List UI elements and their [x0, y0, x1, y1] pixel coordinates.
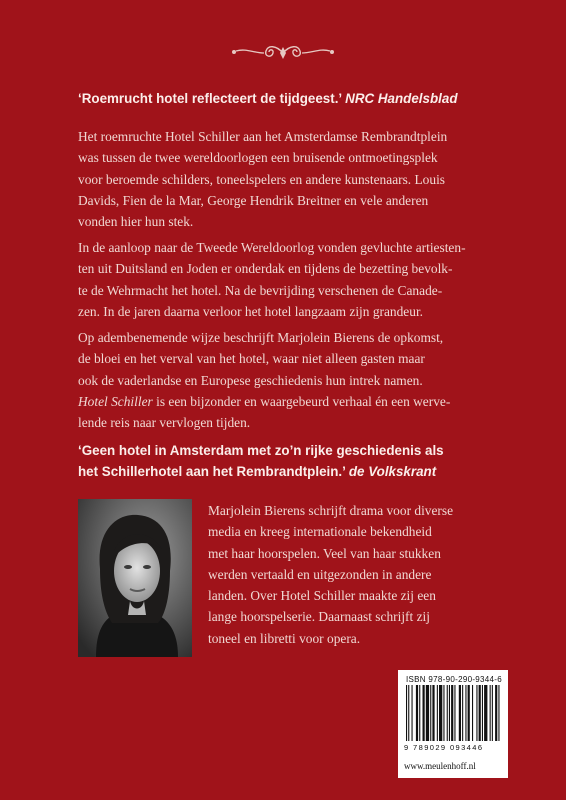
barcode-stripe — [412, 685, 413, 741]
quote-line: ‘Geen hotel in Amsterdam met zo’n rijke geschiedenis als — [78, 443, 444, 458]
barcode-stripe — [447, 685, 448, 741]
review-quote-volkskrant — [78, 440, 444, 482]
text-line: Marjolein Bierens schrijft drama voor diverse — [208, 503, 454, 518]
text-line: lange hoorspelserie. Daarnaast schrijft zij — [208, 609, 430, 625]
text-line: media en kreeg internationale bekendheid — [208, 524, 432, 540]
barcode-stripe — [495, 685, 497, 741]
barcode-stripe — [490, 685, 491, 741]
book-title: Hotel Schiller — [78, 393, 153, 409]
ean-number: 9 789029 093446 — [404, 743, 484, 752]
barcode-bars — [404, 685, 502, 743]
quote-text: ‘Roemrucht hotel reflecteert de tijdgeest.’ — [78, 91, 342, 106]
summary-paragraph — [78, 327, 508, 433]
barcode-stripe — [459, 685, 461, 741]
barcode-stripe — [484, 685, 487, 741]
text-line: landen. Over Hotel Schiller maakte zij een — [208, 588, 436, 604]
text-line: vonden hier hun stek. — [78, 214, 194, 230]
text-line: ten uit Duitsland en Joden er onderdak en tijdens de bezetting bevolk- — [78, 261, 453, 277]
text-line: de bloei en het verval van het hotel, waar niet alleen gasten maar — [78, 351, 425, 367]
barcode-stripe — [476, 685, 477, 741]
text-line: te de Wehrmacht het hotel. Na de bevrijding verschenen de Canade- — [78, 282, 443, 298]
text-line: toneel en libretti voor opera. — [208, 630, 361, 646]
barcode-stripe — [430, 685, 431, 741]
barcode-stripe — [498, 685, 499, 741]
author-bio — [208, 500, 453, 649]
intro-paragraph — [78, 126, 508, 232]
barcode-stripe — [451, 685, 453, 741]
text-line: met haar hoorspelen. Veel van haar stukken — [208, 545, 441, 561]
text-line: zen. In de jaren daarna verloor het hotel langzaam zijn grandeur. — [78, 303, 424, 319]
text-line: ook de vaderlandse en Europese geschiedenis hun intrek namen. — [78, 372, 423, 388]
text-line: werden vertaald en uitgezonden in andere — [208, 566, 432, 582]
text-line: Davids, Fien de la Mar, George Hendrik Breitner en vele anderen — [78, 192, 429, 208]
barcode-stripe — [419, 685, 420, 741]
text-line: In de aanloop naar de Tweede Wereldoorlog vonden gevluchte artiesten- — [78, 240, 466, 255]
barcode-stripe — [449, 685, 450, 741]
barcode-stripe — [472, 685, 473, 741]
barcode-stripe — [468, 685, 470, 741]
isbn-number: ISBN 978-90-290-9344-6 — [406, 675, 502, 684]
isbn-barcode — [398, 670, 508, 778]
barcode-stripe — [408, 685, 409, 741]
barcode-stripe — [479, 685, 481, 741]
text-line: was tussen de twee wereldoorlogen een bruisende ontmoetingsplek — [78, 150, 438, 166]
barcode-stripe — [454, 685, 455, 741]
barcode-stripe — [462, 685, 463, 741]
scroll-ornament-icon — [228, 42, 338, 64]
barcode-stripe — [426, 685, 429, 741]
barcode-stripe — [443, 685, 444, 741]
history-paragraph — [78, 237, 508, 322]
text-line — [78, 391, 508, 412]
barcode-stripe — [437, 685, 438, 741]
barcode-stripe — [416, 685, 418, 741]
text-line: Op adembenemende wijze beschrijft Marjolein Bierens de opkomst, — [78, 330, 444, 345]
barcode-stripe — [492, 685, 493, 741]
quote-line: het Schillerhotel aan het Rembrandtplein.’ — [78, 464, 346, 479]
barcode-stripe — [432, 685, 434, 741]
publisher-url: www.meulenhoff.nl — [404, 761, 476, 771]
author-photo — [78, 499, 192, 657]
review-quote-nrc — [78, 88, 458, 109]
text-line: voor beroemde schilders, toneelspelers en andere kunstenaars. Louis — [78, 171, 446, 187]
barcode-stripe — [406, 685, 407, 741]
barcode-stripe — [482, 685, 483, 741]
text-line: Het roemruchte Hotel Schiller aan het Amsterdamse Rembrandtplein — [78, 129, 448, 144]
text-fragment: is een bijzonder en waargebeurd verhaal én een werve- — [152, 393, 451, 409]
quote-source: NRC Handelsblad — [345, 91, 458, 106]
text-line: lende reis naar vervlogen tijden. — [78, 415, 251, 431]
barcode-stripe — [465, 685, 466, 741]
barcode-stripe — [423, 685, 425, 741]
barcode-stripe — [439, 685, 442, 741]
quote-source: de Volkskrant — [348, 464, 437, 479]
